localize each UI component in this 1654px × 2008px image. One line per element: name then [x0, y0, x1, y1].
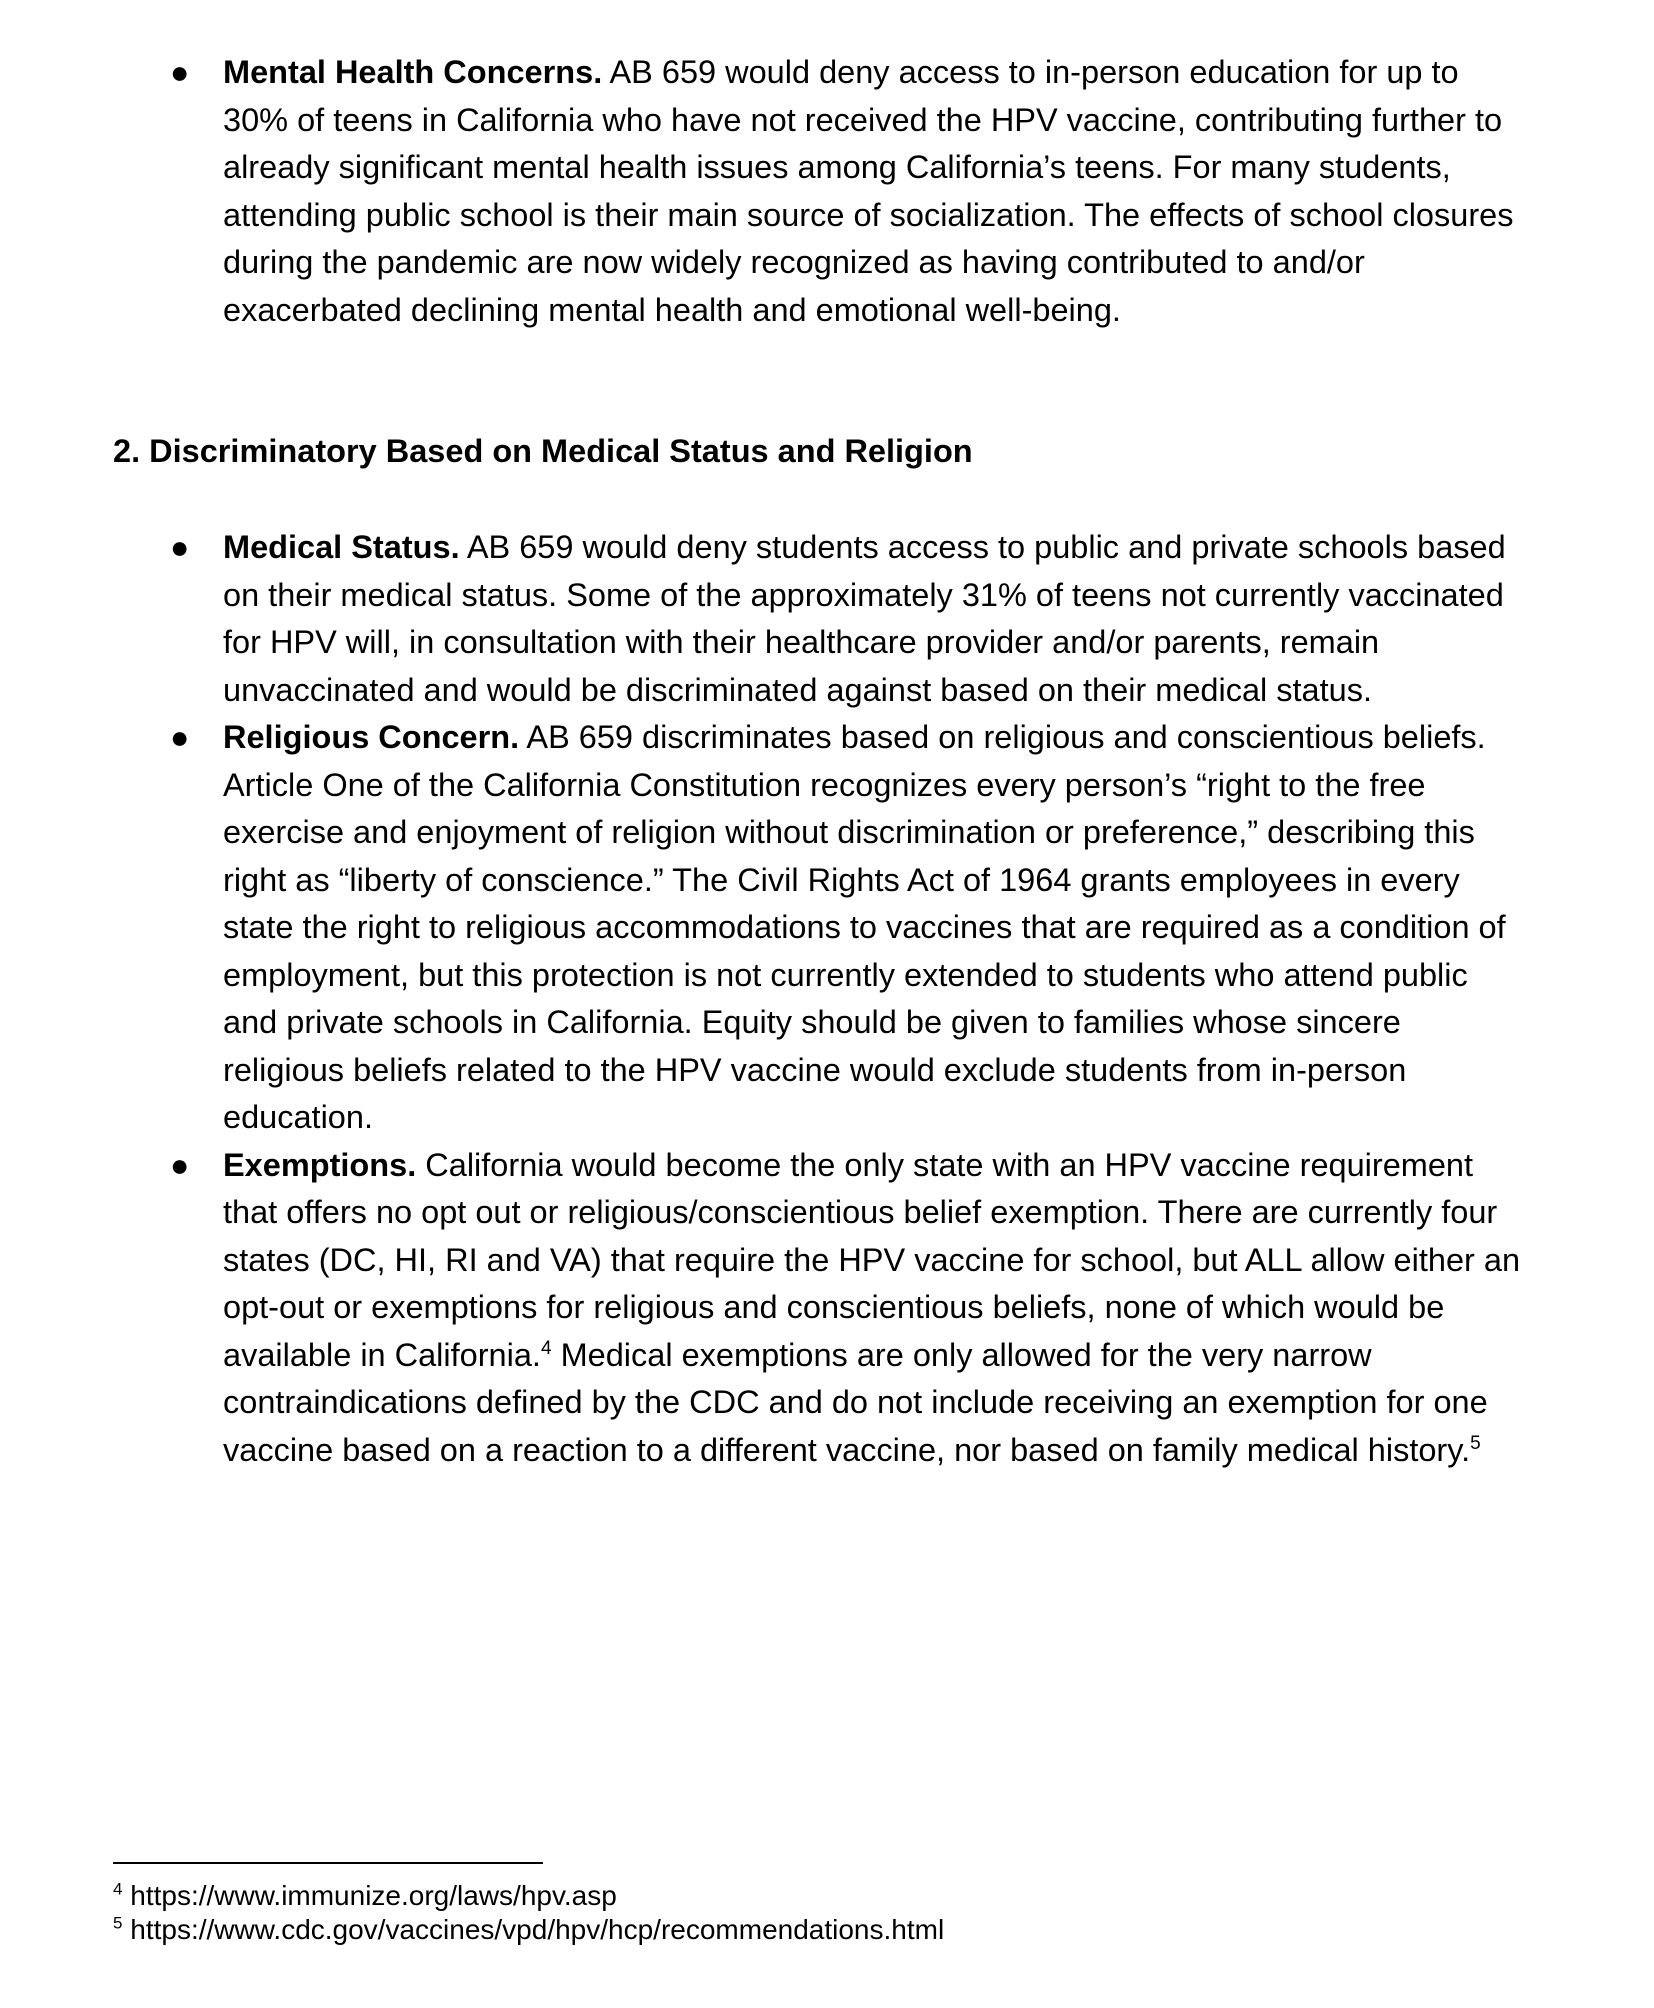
bullet-text-exemptions-part-2: Medical exemptions are only allowed for the very narrow contraindications defined by the CDC and do not include receiving an exemption for one vaccine based on a reaction to a different vaccine, nor based on family medical history.	[223, 1336, 1488, 1468]
bullet-icon: ●	[170, 719, 190, 755]
bullet-lead-exemptions: Exemptions.	[223, 1146, 417, 1183]
bullet-text-exemptions-part-1: California would become the only state with an HPV vaccine requirement that offers no opt out or religious/conscientious belief exemption. There are currently four states (DC, HI, RI and VA) that require the HPV vaccine for school, but ALL allow either an opt-out or exemptions for religious and conscientious beliefs, none of which would be available in California.	[223, 1146, 1521, 1373]
section-heading: 2. Discriminatory Based on Medical Status and Religion	[113, 433, 973, 469]
bullet-text-religious-concern: AB 659 discriminates based on religious and conscientious beliefs. Article One of the California Constitution recognizes every person’s “right to the free exercise and enjoyment of religion without discrimination or preference,” describing this right as “liberty of conscience.” The Civil Rights Act of 1964 grants employees in every state the right to religious accommodations to vaccines that are required as a condition of employment, but this protection is not currently extended to students who attend public and private schools in California. Equity should be given to families whose sincere religious beliefs related to the HPV vaccine would exclude students from in-person education.	[223, 719, 1506, 1135]
footnote-4	[113, 1879, 944, 1913]
bullet-list-mental-health	[0, 49, 1523, 334]
bullet-icon: ●	[170, 529, 190, 565]
bullet-lead-medical-status: Medical Status.	[223, 529, 460, 565]
bullet-list-discrimination	[0, 524, 1523, 1474]
bullet-item-mental-health	[0, 49, 1523, 334]
footnote-ref-5[interactable]: 5	[1470, 1432, 1481, 1454]
bullet-icon: ●	[170, 54, 190, 90]
footnote-number: 4	[113, 1879, 123, 1899]
footnote-ref-4[interactable]: 4	[540, 1337, 552, 1359]
footnote-link[interactable]: https://www.cdc.gov/vaccines/vpd/hpv/hcp/recommendations.html	[130, 1914, 945, 1945]
bullet-lead-mental-health: Mental Health Concerns.	[223, 54, 603, 90]
bullet-lead-religious-concern: Religious Concern.	[223, 719, 520, 755]
bullet-text-mental-health: AB 659 would deny access to in-person education for up to 30% of teens in California who have not received the HPV vaccine, contributing further to already significant mental health issues among California’s teens. For many students, attending public school is their main source of socialization. The effects of school closures during the pandemic are now widely recognized as having contributed to and/or exacerbated declining mental health and emotional well-being.	[223, 54, 1514, 328]
bullet-icon: ●	[170, 1146, 190, 1183]
footnote-5	[113, 1913, 944, 1947]
footnote-divider	[113, 1862, 543, 1864]
bullet-item-exemptions	[0, 1142, 1523, 1475]
bullet-item-medical-status	[0, 524, 1523, 714]
footnotes	[113, 1879, 944, 1947]
bullet-text-medical-status: AB 659 would deny students access to public and private schools based on their medical status. Some of the approximately 31% of teens not currently vaccinated for HPV will, in consultation with their healthcare provider and/or parents, remain unvaccinated and would be discriminated against based on their medical status.	[223, 529, 1506, 708]
footnote-link[interactable]: https://www.immunize.org/laws/hpv.asp	[130, 1880, 617, 1911]
bullet-item-religious-concern	[0, 714, 1523, 1142]
footnote-number: 5	[113, 1913, 123, 1933]
